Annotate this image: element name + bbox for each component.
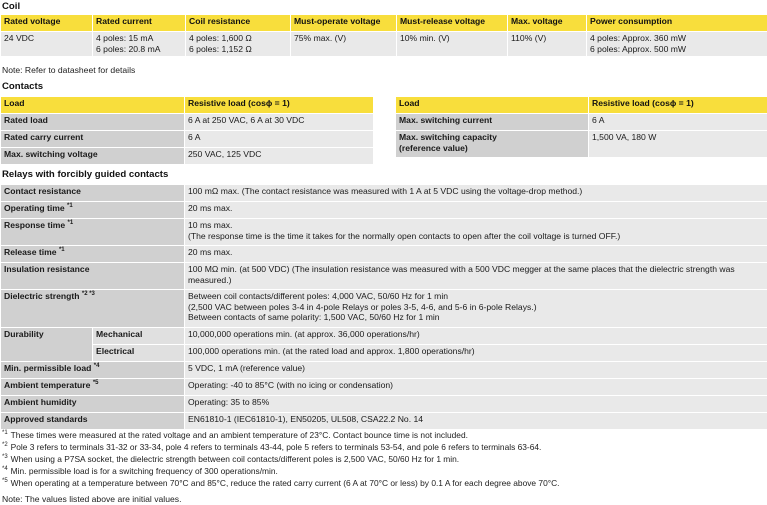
relay-spec-label: Ambient humidity <box>1 396 185 413</box>
coil-data-row <box>1 32 767 57</box>
coil-cell-coil-resistance: 4 poles: 1,600 Ω 6 poles: 1,152 Ω <box>186 32 291 57</box>
table-row <box>1 413 767 430</box>
durability-label: Durability <box>1 328 93 362</box>
footnote-marker: *2 *3 <box>81 291 95 297</box>
coil-header-rated-voltage: Rated voltage <box>1 15 93 32</box>
footnote-marker: *4 <box>93 363 100 369</box>
relay-spec-label: Dielectric strength $^{*2 *3}$ <box>1 290 185 328</box>
relay-spec-label: Contact resistance <box>1 185 185 202</box>
relays-section-title: Relays with forcibly guided contacts <box>2 169 169 180</box>
table-row <box>1 290 767 328</box>
contacts-section-title: Contacts <box>2 81 44 92</box>
relay-spec-value: 5 VDC, 1 mA (reference value) <box>185 362 767 379</box>
relay-spec-value: Between coil contacts/different poles: 4,000 VAC, 50/60 Hz for 1 min (2,500 VAC between poles 3-4 in 4-pole Relays or poles 3-5, 4-6, and 5-6 in 6-pole Relays.) Between contacts of same polarity: 1,500 VAC, 50/60 Hz for 1 min <box>185 290 767 328</box>
footnote-5: $^{*5}$ When operating at a temperature between 70°C and 85°C, reduce the rated carry current (6 A at 70°C or less) by 0.1 A for each degree above 70°C. <box>2 478 560 488</box>
max-switching-current-value: 6 A <box>589 114 767 131</box>
table-row <box>1 379 767 396</box>
table-row <box>1 396 767 413</box>
contacts-left-header-row <box>1 97 373 114</box>
rated-carry-current-value: 6 A <box>185 131 373 148</box>
rated-carry-current-label: Rated carry current <box>1 131 185 148</box>
relay-spec-value: 20 ms max. <box>185 202 767 219</box>
max-switching-voltage-label: Max. switching voltage <box>1 148 185 165</box>
initial-values-note: Note: The values listed above are initial values. <box>2 494 182 504</box>
relay-spec-value: Operating: 35 to 85% <box>185 396 767 413</box>
relays-table <box>0 184 767 429</box>
coil-header-row <box>1 15 767 32</box>
table-row <box>1 328 767 345</box>
max-switching-capacity-value: 1,500 VA, 180 W <box>589 131 767 158</box>
coil-cell-rated-current: 4 poles: 15 mA 6 poles: 20.8 mA <box>93 32 186 57</box>
coil-cell-power-consumption: 4 poles: Approx. 360 mW 6 poles: Approx. 500 mW <box>587 32 767 57</box>
footnote-marker: *1 <box>67 203 73 209</box>
coil-note: Note: Refer to datasheet for details <box>2 65 136 75</box>
footnote-4: $^{*4}$ Min. permissible load is for a switching frequency of 300 operations/min. <box>2 466 278 476</box>
table-row <box>1 185 767 202</box>
footnote-marker: *5 <box>92 380 99 386</box>
contacts-left-table <box>0 96 373 164</box>
footnote-2: $^{*2}$ Pole 3 refers to terminals 31-32 or 33-34, pole 4 refers to terminals 43-44, pole 5 refers to terminals 53-54, and pole 6 refers to terminals 63-64. <box>2 442 542 452</box>
table-row <box>1 263 767 290</box>
contacts-right-header-row <box>396 97 767 114</box>
coil-cell-must-operate: 75% max. (V) <box>291 32 397 57</box>
relay-spec-label: Release time $^{*1}$ <box>1 246 185 263</box>
table-row <box>1 362 767 379</box>
coil-header-power-consumption: Power consumption <box>587 15 767 32</box>
table-row <box>396 131 767 158</box>
table-row <box>396 114 767 131</box>
rated-load-value: 6 A at 250 VAC, 6 A at 30 VDC <box>185 114 373 131</box>
durability-electrical-label: Electrical <box>93 345 185 362</box>
table-row <box>1 114 373 131</box>
max-switching-capacity-label: Max. switching capacity (reference value) <box>396 131 589 158</box>
contacts-right-header-load: Load <box>396 97 589 114</box>
coil-cell-max-voltage: 110% (V) <box>508 32 587 57</box>
coil-header-max-voltage: Max. voltage <box>508 15 587 32</box>
max-switching-current-label: Max. switching current <box>396 114 589 131</box>
relay-spec-label: Approved standards <box>1 413 185 430</box>
coil-table <box>0 14 767 56</box>
footnote-marker: *1 <box>58 247 65 253</box>
coil-header-must-operate: Must-operate voltage <box>291 15 397 32</box>
table-row <box>1 131 373 148</box>
relay-spec-value: 100 MΩ min. (at 500 VDC) (The insulation resistance was measured with a 500 VDC megger at the same places that the dielectric strength was measured.) <box>185 263 767 290</box>
contacts-left-header-load: Load <box>1 97 185 114</box>
contacts-right-table <box>395 96 767 157</box>
coil-cell-rated-voltage: 24 VDC <box>1 32 93 57</box>
table-row <box>1 202 767 219</box>
relay-spec-value: 10 ms max. (The response time is the time it takes for the normally open contacts to open after the coil voltage is turned OFF.) <box>185 219 767 246</box>
coil-section-title: Coil <box>2 1 21 12</box>
coil-header-must-release: Must-release voltage <box>397 15 508 32</box>
relay-spec-value: 20 ms max. <box>185 246 767 263</box>
table-row <box>1 246 767 263</box>
relay-spec-value: 100 mΩ max. (The contact resistance was measured with 1 A at 5 VDC using the voltage-drop method.) <box>185 185 767 202</box>
coil-header-rated-current: Rated current <box>93 15 186 32</box>
footnote-1: $^{*1}$ These times were measured at the rated voltage and an ambient temperature of 23°C. Contact bounce time is not included. <box>2 430 468 440</box>
rated-load-label: Rated load <box>1 114 185 131</box>
footnote-marker: *1 <box>67 220 74 226</box>
max-switching-voltage-value: 250 VAC, 125 VDC <box>185 148 373 165</box>
relay-spec-label: Min. permissible load $^{*4}$ <box>1 362 185 379</box>
relay-spec-label: Ambient temperature $^{*5}$ <box>1 379 185 396</box>
contacts-left-header-resistive: Resistive load (cosϕ = 1) <box>185 97 373 114</box>
relay-spec-label: Operating time $^{*1}$ <box>1 202 185 219</box>
footnote-3: $^{*3}$ When using a P7SA socket, the dielectric strength between coil contacts/different poles is 2,500 VAC, 50/60 Hz for 1 min. <box>2 454 460 464</box>
relay-spec-label: Insulation resistance <box>1 263 185 290</box>
table-row <box>1 148 373 165</box>
coil-header-coil-resistance: Coil resistance <box>186 15 291 32</box>
table-row <box>1 219 767 246</box>
relay-spec-label: Response time $^{*1}$ <box>1 219 185 246</box>
coil-cell-must-release: 10% min. (V) <box>397 32 508 57</box>
durability-electrical-value: 100,000 operations min. (at the rated load and approx. 1,800 operations/hr) <box>185 345 767 362</box>
contacts-right-header-resistive: Resistive load (cosϕ = 1) <box>589 97 767 114</box>
relay-spec-value: Operating: -40 to 85°C (with no icing or condensation) <box>185 379 767 396</box>
durability-mechanical-value: 10,000,000 operations min. (at approx. 36,000 operations/hr) <box>185 328 767 345</box>
durability-mechanical-label: Mechanical <box>93 328 185 345</box>
relay-spec-value: EN61810-1 (IEC61810-1), EN50205, UL508, CSA22.2 No. 14 <box>185 413 767 430</box>
table-row <box>1 345 767 362</box>
